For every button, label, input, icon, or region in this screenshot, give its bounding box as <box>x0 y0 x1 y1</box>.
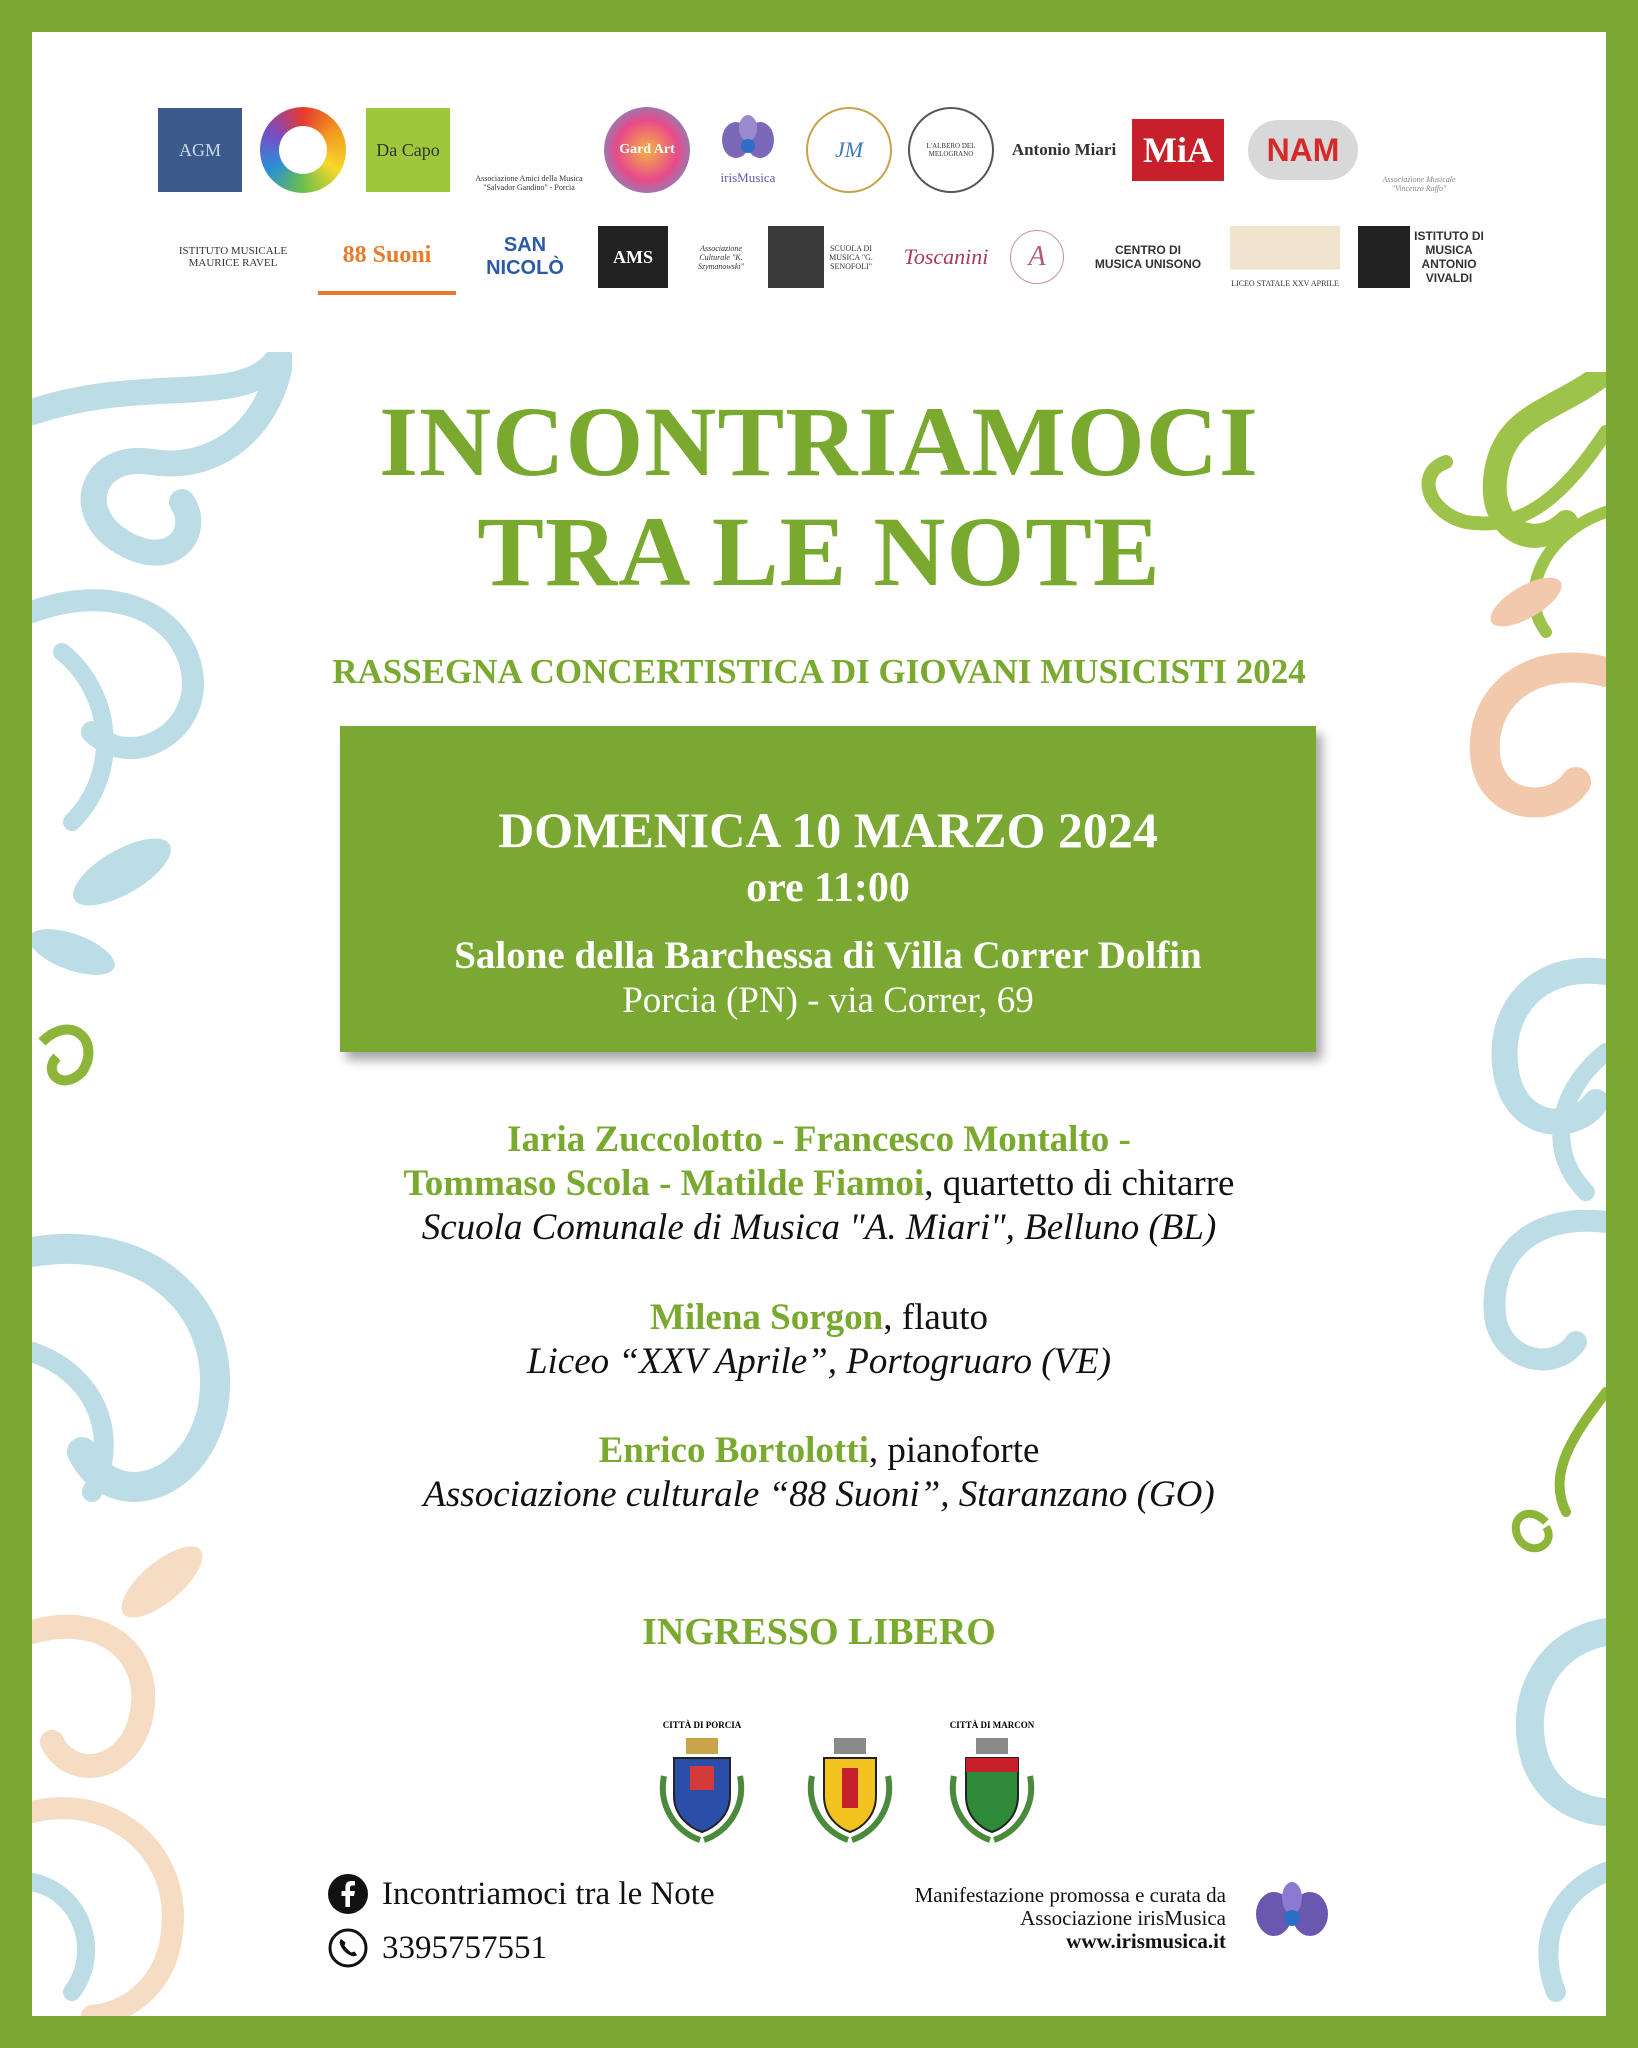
albero-melograno-logo: L'ALBERO DEL MELOGRANO <box>908 107 994 193</box>
citta-di-marcon-crest <box>942 1720 1042 1850</box>
agm-logo: AGM <box>158 108 242 192</box>
performer-group-1 <box>32 1118 1606 1250</box>
event-date: DOMENICA 10 MARZO 2024 <box>498 802 1158 858</box>
da-capo-logo: Da Capo <box>366 108 450 192</box>
performer-role: , quartetto di chitarre <box>924 1163 1235 1204</box>
performer-school: Scuola Comunale di Musica "A. Miari", Belluno (BL) <box>421 1207 1217 1248</box>
website-link[interactable]: www.irismusica.it <box>1066 1929 1226 1953</box>
performer-role: , pianoforte <box>868 1430 1040 1471</box>
promoter-line-1: Manifestazione promossa e curata da <box>914 1883 1226 1907</box>
associazione-culturale-logo: JM <box>806 107 892 193</box>
irismusica-footer-logo <box>1252 1880 1332 1942</box>
irismusica-logo: irisMusica <box>710 107 786 193</box>
88-suoni-logo: 88 Suoni <box>318 219 456 295</box>
antonio-miari-logo: Antonio Miari <box>1011 140 1117 159</box>
unisono-logo: CENTRO DI MUSICA UNISONO <box>1094 243 1202 271</box>
gard-art-logo: Gard Art <box>604 107 690 193</box>
associazione-amici-musica-logo: Associazione Amici della Musica "Salvador Gandino" - Porcia <box>475 174 583 192</box>
coat-of-arms-icon <box>800 1736 900 1846</box>
toscanini-logo: Toscanini <box>903 244 989 269</box>
coat-of-arms-icon <box>942 1736 1042 1846</box>
iris-flower-icon <box>718 114 778 170</box>
performer-name: Enrico Bortolotti <box>598 1430 869 1471</box>
performer-names: Iaria Zuccolotto - Francesco Montalto - <box>507 1119 1131 1160</box>
performer-school: Associazione culturale “88 Suoni”, Staranzano (GO) <box>423 1474 1215 1515</box>
performer-group-3 <box>32 1429 1606 1517</box>
crest-label: CITTÀ DI PORCIA <box>662 1720 742 1730</box>
associazione-szymanowski-logo: Associazione Culturale "K. Szymanowski" <box>697 243 745 271</box>
color-wheel-logo <box>260 107 346 193</box>
crest-label: CITTÀ DI MARCON <box>949 1720 1035 1730</box>
facebook-icon <box>328 1874 368 1914</box>
title-line-1: INCONTRIAMOCI <box>379 386 1259 497</box>
phone-icon <box>328 1928 368 1968</box>
facebook-page-name: Incontriamoci tra le Note <box>382 1875 715 1912</box>
istituto-vivaldi-logo: ISTITUTO DI MUSICA ANTONIO VIVALDI <box>1358 226 1488 288</box>
scuola-musica-senofoli-logo: SCUOLA DI MUSICA "G. SENOFOLI" <box>768 226 878 288</box>
event-venue: Salone della Barchessa di Villa Correr Dolfin <box>454 934 1202 977</box>
promoter-credit <box>915 1884 1226 1953</box>
coat-of-arms-icon <box>652 1736 752 1846</box>
performer-role: , flauto <box>883 1297 989 1338</box>
promoter-line-2: Associazione irisMusica <box>1020 1906 1226 1930</box>
sponsor-logos-row-2 <box>158 217 1488 297</box>
nam-logo: NAM <box>1248 120 1358 180</box>
musica-mia-logo: MiA <box>1132 119 1224 181</box>
citta-di-porcia-crest <box>652 1720 752 1850</box>
associazione-musicale-raffo-logo: Associazione Musicale "Vincenzo Raffo" <box>1382 175 1456 193</box>
phone-number[interactable] <box>328 1928 547 1968</box>
free-entry-label: INGRESSO LIBERO <box>642 1611 996 1653</box>
event-address: Porcia (PN) - via Correr, 69 <box>622 980 1034 1021</box>
san-nicolo-logo: SAN NICOLÒ <box>486 234 564 279</box>
istituto-ravel-logo: ISTITUTO MUSICALE MAURICE RAVEL <box>178 245 288 269</box>
performer-school: Liceo “XXV Aprile”, Portogruaro (VE) <box>526 1341 1112 1382</box>
performer-names: Tommaso Scola - Matilde Fiamoi <box>403 1163 925 1204</box>
performer-group-2 <box>32 1296 1606 1384</box>
performer-name: Milena Sorgon <box>649 1297 884 1338</box>
event-info-box <box>340 726 1316 1052</box>
sponsor-logos-row-1 <box>158 107 1462 193</box>
title-line-2: TRA LE NOTE <box>477 496 1161 607</box>
poster <box>32 32 1606 2016</box>
facebook-link[interactable] <box>328 1874 715 1914</box>
phone-number-text: 3395757551 <box>382 1929 547 1966</box>
a-circle-logo: A <box>1010 230 1064 284</box>
subtitle: RASSEGNA CONCERTISTICA DI GIOVANI MUSICISTI 2024 <box>332 652 1306 691</box>
event-time: ore 11:00 <box>746 865 910 911</box>
comune-crest <box>800 1720 900 1850</box>
ams-logo: AMS <box>598 226 668 288</box>
liceo-xxv-aprile-logo: LICEO STATALE XXV APRILE <box>1230 226 1340 288</box>
